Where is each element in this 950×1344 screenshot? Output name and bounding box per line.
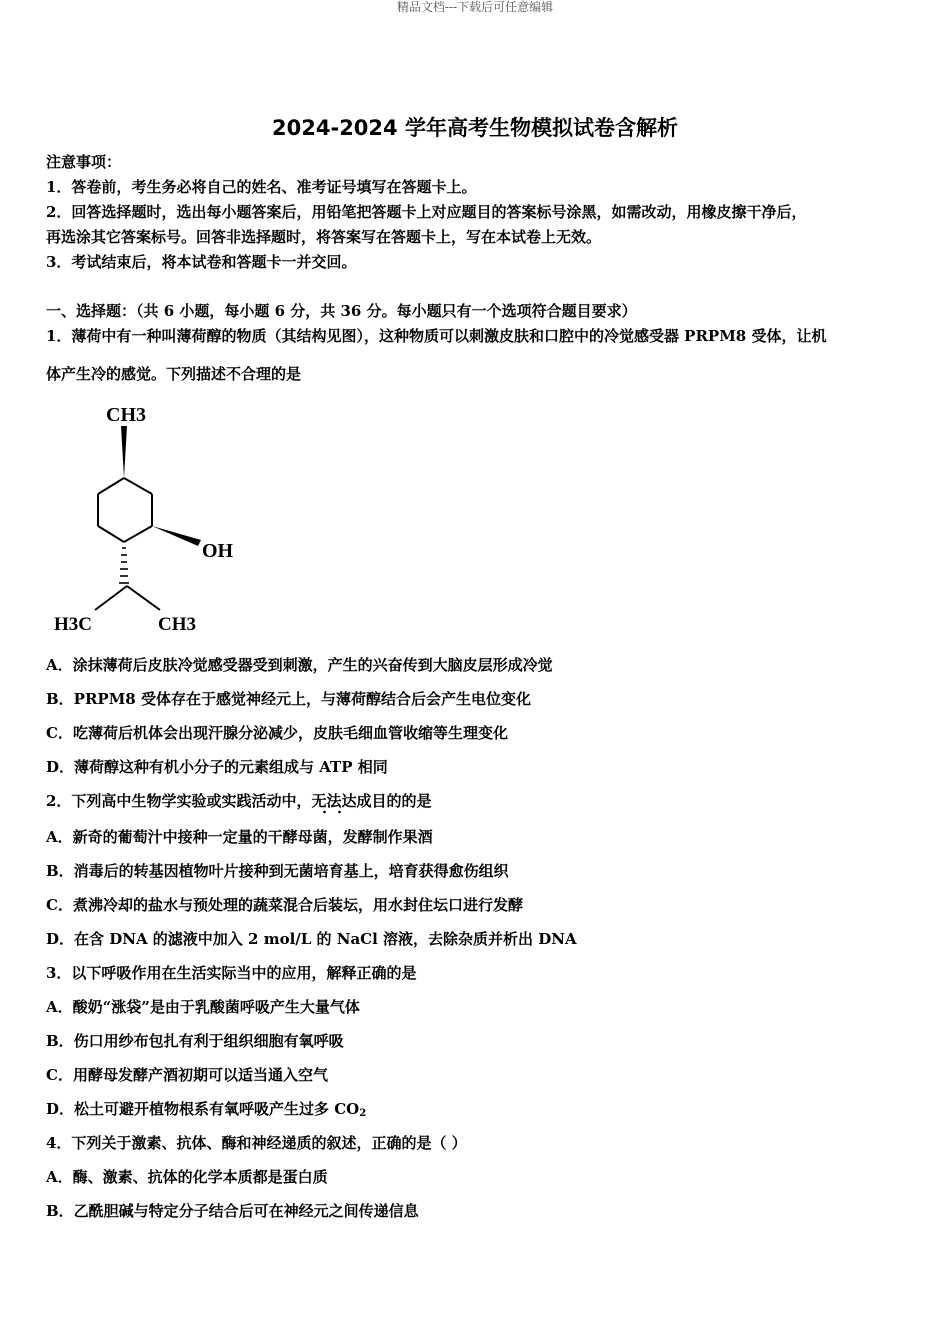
q2-stem: [46, 791, 431, 811]
notice-item-2-cont: 再选涂其它答案标号。回答非选择题时，将答案写在答题卡上，写在本试卷上无效。: [46, 228, 602, 246]
q1-stem-line2: 体产生冷的感觉。下列描述不合理的是: [46, 365, 302, 383]
q2-option-b: B．消毒后的转基因植物叶片接种到无菌培育基上，培育获得愈伤组织: [46, 862, 509, 880]
q3-option-c: C．用酵母发酵产酒初期可以适当通入空气: [46, 1066, 328, 1084]
notice-heading: 注意事项：: [46, 153, 122, 171]
q1-option-d: D．薄荷醇这种有机小分子的元素组成与 ATP 相同: [46, 758, 388, 776]
q4-option-a: A．酶、激素、抗体的化学本质都是蛋白质: [46, 1168, 328, 1186]
notice-item-2: 2．回答选择题时，选出每小题答案后，用铅笔把答题卡上对应题目的答案标号涂黑，如需改动，用橡皮擦干净后，: [46, 203, 807, 221]
page-header: 精品文档---下载后可任意编辑: [396, 0, 554, 14]
q4-stem: 4．下列关于激素、抗体、酶和神经递质的叙述，正确的是（ ）: [46, 1134, 467, 1152]
q3-option-d-subscript: 2: [359, 1108, 367, 1119]
menthol-structure-diagram: [50, 398, 260, 638]
label-h3c: H3C: [54, 614, 92, 635]
q2-option-d: D．在含 DNA 的滤液中加入 2 mol/L 的 NaCl 溶液，去除杂质并析出 DNA: [46, 930, 577, 948]
label-top-ch3: CH3: [106, 404, 146, 426]
label-oh: OH: [202, 540, 234, 562]
q4-option-b: B．乙酰胆碱与特定分子结合后可在神经元之间传递信息: [46, 1202, 419, 1220]
notice-item-3: 3．考试结束后，将本试卷和答题卡一并交回。: [46, 253, 357, 271]
q2-stem-pre: 2．下列高中生物学实验或实践活动中，: [46, 792, 312, 810]
section-heading: 一、选择题：（共 6 小题，每小题 6 分，共 36 分。每小题只有一个选项符合题目要求）: [46, 302, 637, 320]
q2-stem-emphasis: 无法: [311, 792, 341, 814]
page-title: 2024-2024 学年高考生物模拟试卷含解析: [272, 116, 678, 140]
q1-stem-line1: 1．薄荷中有一种叫薄荷醇的物质（其结构见图），这种物质可以刺激皮肤和口腔中的冷觉感受器 PRPM8 受体，让机: [46, 327, 827, 345]
q3-stem: 3．以下呼吸作用在生活实际当中的应用，解释正确的是: [46, 964, 417, 982]
q3-option-d-text: D．松土可避开植物根系有氧呼吸产生过多 CO: [46, 1100, 360, 1118]
q2-stem-post: 达成目的的是: [341, 792, 432, 810]
q3-option-d: [46, 1099, 366, 1119]
q1-option-a: A．涂抹薄荷后皮肤冷觉感受器受到刺激，产生的兴奋传到大脑皮层形成冷觉: [46, 656, 553, 674]
q3-option-b: B．伤口用纱布包扎有利于组织细胞有氧呼吸: [46, 1032, 344, 1050]
q1-option-b: B．PRPM8 受体存在于感觉神经元上，与薄荷醇结合后会产生电位变化: [46, 690, 531, 708]
label-right-ch3: CH3: [158, 614, 196, 635]
q2-option-a: A．新奇的葡萄汁中接种一定量的干酵母菌，发酵制作果酒: [46, 828, 433, 846]
notice-item-1: 1．答卷前，考生务必将自己的姓名、准考证号填写在答题卡上。: [46, 178, 477, 196]
q2-option-c: C．煮沸冷却的盐水与预处理的蔬菜混合后装坛，用水封住坛口进行发酵: [46, 896, 523, 914]
q1-option-c: C．吃薄荷后机体会出现汗腺分泌减少，皮肤毛细血管收缩等生理变化: [46, 724, 508, 742]
q3-option-a: A．酸奶“涨袋”是由于乳酸菌呼吸产生大量气体: [46, 998, 360, 1016]
